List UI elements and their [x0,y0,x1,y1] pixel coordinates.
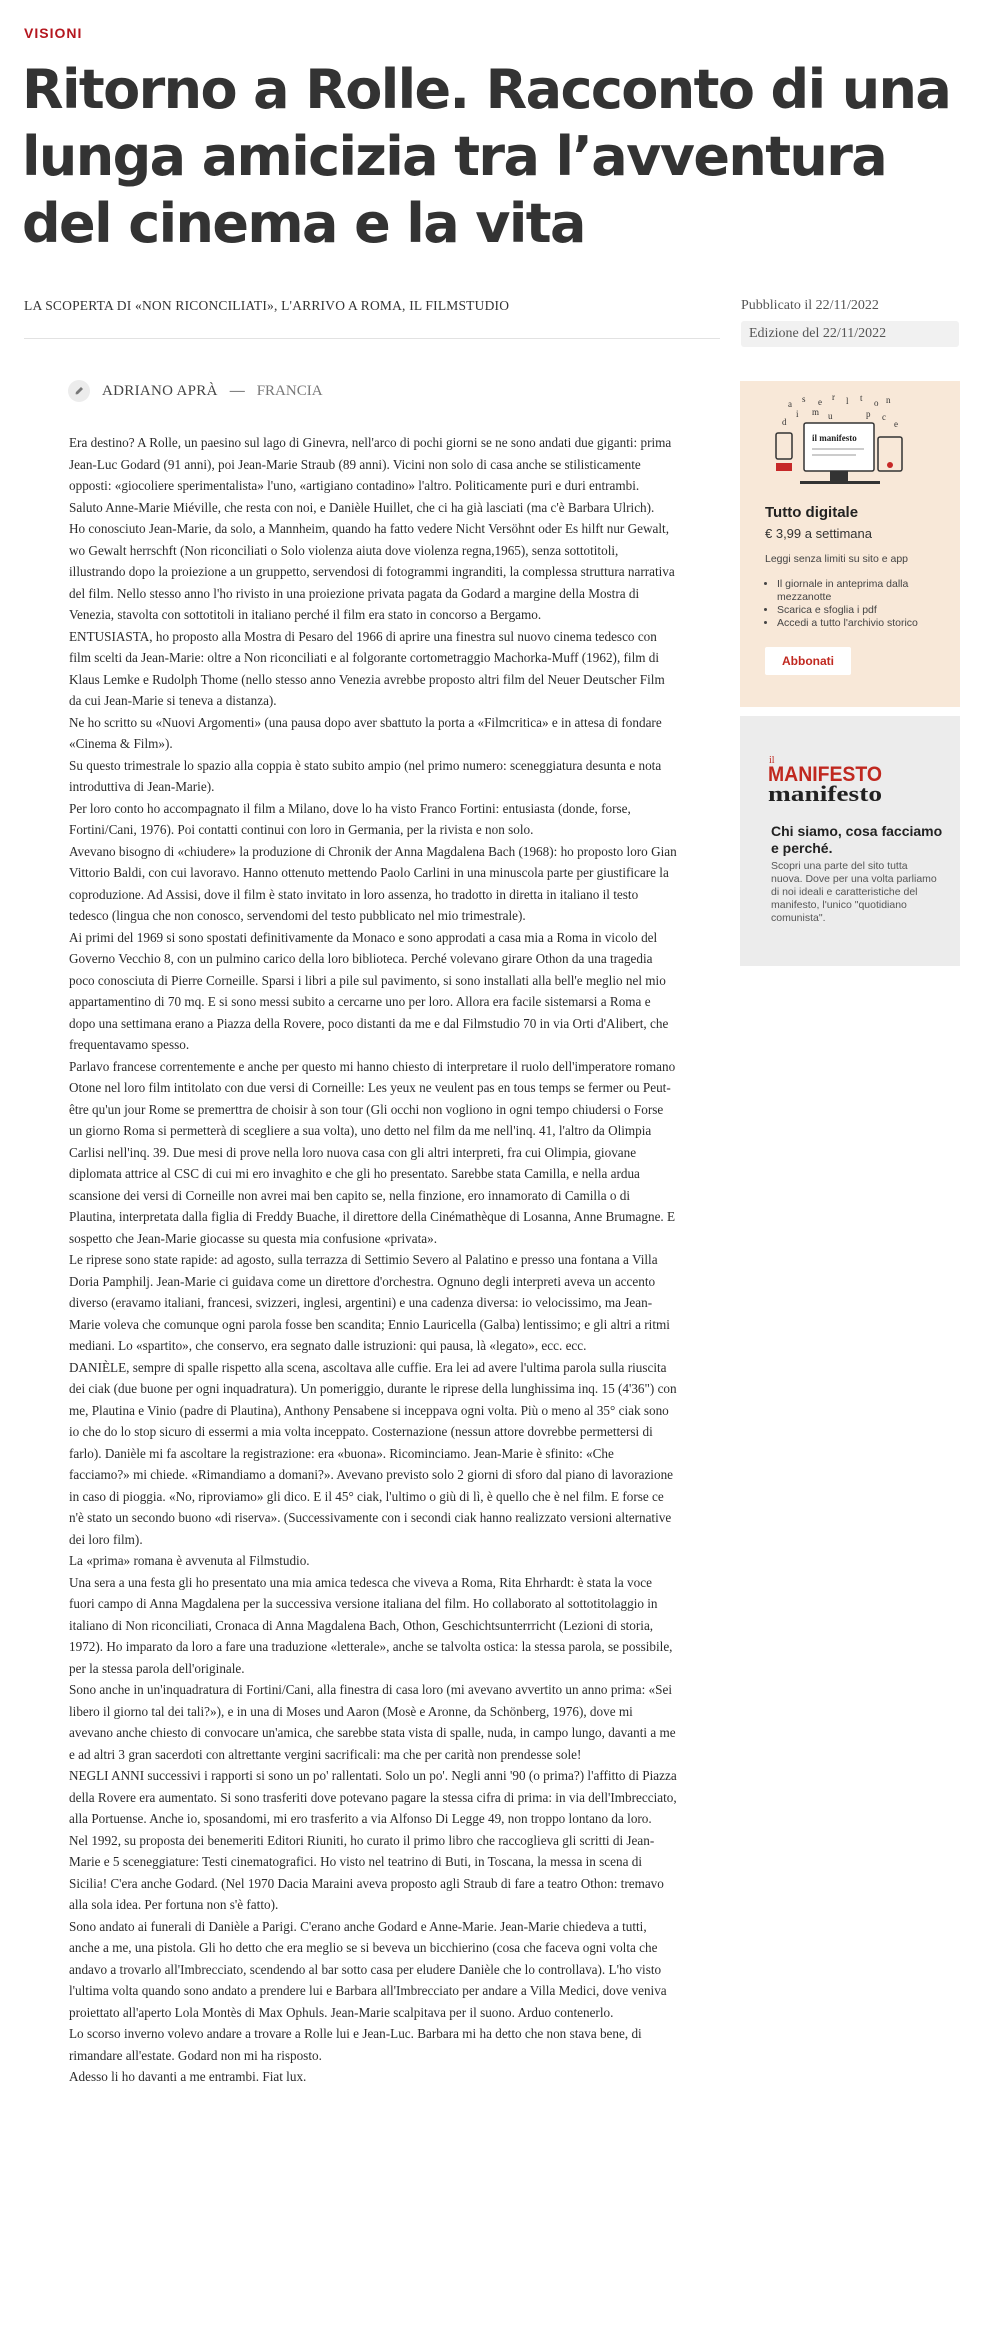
article-paragraph: Le riprese sono state rapide: ad agosto, sulla terrazza di Settimio Severo al Palatino e presso una fontana a Villa Doria Pamphilj. Jean-Marie ci guidava come un direttore d'orchestra. Ognuno degli interpreti aveva un accento diverso (eravamo italiani, francesi, svizzeri, inglesi, argentini) e una cadenza diversa: io velocissimo, ma Jean-Marie voleva che comunque ogni parola fosse ben scandita; Ennio Lauricella (Galba) lentissimo; e gli altri a ritmi mediani. Lo «spartito», che conservo, era segnato dalle istruzioni: qui pausa, là «legato», ecc. ecc. [69,1252,670,1353]
article-paragraph: NEGLI ANNI successivi i rapporti si sono un po' rallentati. Solo un po'. Negli anni '90 (o prima?) l'affitto di Piazza della Rovere era aumentato. Si sono trasferiti dove potevano pagare la stessa cifra di prima: in via dell'Imbrecciato, alla Portuense. Anche io, sposandomi, mi ero trasferito a via Alfonso Di Legge 49, non troppo lontano da loro. [69,1768,677,1826]
svg-text:s: s [802,394,806,404]
promo-description: Leggi senza limiti su sito e app [765,553,908,565]
byline-separator: — [229,382,245,399]
svg-text:MANIFESTO: MANIFESTO [768,763,882,786]
article-paragraph: Ai primi del 1969 si sono spostati definitivamente da Monaco e sono approdati a casa mia a Roma in vicolo del Governo Vecchio 8, con un pulmino carico della loro biblioteca. Perché volevano girare Othon da una tragedia poco conosciuta di Pierre Corneille. Sparsi i libri a pile sul pavimento, si sono installati alla bell'e meglio nel mio appartamentino di 70 mq. E si sono messi subito a cercarne uno per loro. Allora era facile sistemarsi a Roma e dopo una settimana erano a Piazza della Rovere, poco distanti da me e dal Filmstudio 70 in via Orti d'Alibert, che frequentavamo spesso. [69,929,669,1052]
divider [24,338,720,339]
article-paragraph: Adesso li ho davanti a me entrambi. Fiat lux. [69,2069,307,2084]
promo-price: € 3,99 a settimana [765,526,872,541]
publish-date: Pubblicato il 22/11/2022 [741,298,879,313]
promo-illustration-label: il manifesto [812,433,857,443]
section-tag[interactable]: VISIONI [24,25,83,41]
svg-text:r: r [832,393,835,402]
subtitle: LA SCOPERTA DI «NON RICONCILIATI», L'ARRIVO A ROMA, IL FILMSTUDIO [24,298,510,313]
svg-text:p: p [866,409,871,419]
article-paragraph: Per loro conto ho accompagnato il film a Milano, dove lo ha visto Franco Fortini: entusiasta (donde, forse, Fortini/Cani, 1976). Poi contatti continui con loro in Germania, per la rivista e non solo. [69,800,631,837]
article-paragraph: Nel 1992, su proposta dei benemeriti Editori Riuniti, ho curato il primo libro che raccoglieva gli scritti di Jean-Marie e 5 sceneggiature: Testi cinematografici. Ho visto nel teatrino di Buti, in Toscana, la messa in scena di Sicilia! C'era anche Godard. (Nel 1970 Dacia Maraini aveva proposto agli Straub di fare a teatro Othon: tremavo alla sola idea. Per fortuna non s'è fatto). [69,1832,664,1912]
promo-feature: • Accedi a tutto l'archivio storico [777,617,957,630]
article-paragraph: Sono anche in un'inquadratura di Fortini/Cani, alla finestra di casa loro (mi avevano avvertito un anno prima: «Sei libero il giorno tal dei tali?»), e in una di Moses und Aaron (Mosè e Aronne, da Schönberg, 1976), dove mi avevano anche chiesto di convocare un'amica, che sarebbe stata vista di spalle, nuda, in campo lungo, davanti a me e ad altri 3 gran sacerdoti con altrettante vergini sacrificali: ma che per carità non prendesse sole! [69,1682,676,1762]
svg-text:i: i [796,409,799,419]
svg-text:t: t [860,393,863,403]
svg-text:manifesto: manifesto [768,781,882,806]
promo-feature: • Il giornale in anteprima dalla mezzanotte [777,578,957,604]
svg-text:e: e [818,397,822,407]
promo-illustration [766,393,916,501]
article-paragraph: Era destino? A Rolle, un paesino sul lago di Ginevra, nell'arco di pochi giorni se ne sono andati due giganti: prima Jean-Luc Godard (91 anni), poi Jean-Marie Straub (89 anni). Vicini non solo di casa anche se stilisticamente opposti: «giocoliere sperimentalista» l'uno, «artigiano contadino» l'altro. Politicamente puri e duri entrambi. [69,435,672,493]
svg-text:e: e [894,419,898,429]
svg-text:n: n [886,395,891,405]
about-title: Chi siamo, cosa facciamo e perché. [771,823,943,856]
promo-features [765,578,957,630]
article-paragraph: Sono andato ai funerali di Danièle a Parigi. C'erano anche Godard e Anne-Marie. Jean-Marie chiedeva a tutti, anche a me, una pistola. Gli ho detto che era meglio se si beveva un bicchierino (cosa che faceva ogni volta che andavo a trovarlo all'Imbrecciato, scendendo al bar sotto casa per eludere Danièle che lo controllava). L'ho visto l'ultima volta quando sono andato a prendere lui e Barbara all'Imbrecciato per andare a Villa Medici, dove veniva proiettato all'aperto Lola Montès di Max Ophuls. Jean-Marie scalpitava per il suono. Arduo contenerlo. [69,1918,667,2020]
article-paragraph: La «prima» romana è avvenuta al Filmstudio. [69,1553,310,1568]
article-paragraph: DANIÈLE, sempre di spalle rispetto alla scena, ascoltava alle cuffie. Era lei ad avere l'ultima parola sulla riuscita dei ciak (due buone per ogni inquadratura). Un pomeriggio, durante le riprese della lunghissima inq. 15 (4'36") con me, Plautina e Vinio (padre di Plautina), Anthony Pensabene si inceppava ogni volta. Più o meno al 35° ciak sono io che do lo stop sicuro di essermi a mia volta inceppato. Costernazione (nessun attore dovrebbe permettersi di farlo). Danièle mi fa ascoltare la registrazione: era «buona». Ricominciamo. Jean-Marie è sfinito: «Che facciamo?» mi chiede. «Rimandiamo a domani?». Avevano previsto solo 2 giorni di sforo dal piano di lavorazione in caso di pioggia. «No, riproviamo» gli dico. E il 45° ciak, l'ultimo o giù di lì, è quello che è nel film. E forse ce n'è stato un secondo buono «di riserva». (Successivamente con i secondi ciak hanno realizzato versioni alternative dei loro film). [69,1359,677,1547]
article-paragraph: Avevano bisogno di «chiudere» la produzione di Chronik der Anna Magdalena Bach (1968): ho proposto loro Gian Vittorio Baldi, con cui lavoravo. Hanno ottenuto mettendo Paolo Carlini in una minuscola parte per giustificare la coproduzione. Ad Assisi, dove il film è stato invitato in loro assenza, ho tradotto in diretta in italiano il testo tedesco (lingua che non conosco, servendomi del testo pubblicato nel mio trimestrale). [69,843,677,923]
about-description: Scopri una parte del sito tutta nuova. Dove per una volta parliamo di noi ideali e caratteristiche del manifesto, l'unico "quotidiano comunista". [771,860,937,924]
subscription-promo [740,381,960,707]
article-paragraph: ENTUSIASTA, ho proposto alla Mostra di Pesaro del 1966 di aprire una finestra sul nuovo cinema tedesco con film scelti da Jean-Marie: oltre a Non riconciliati e al folgorante cortometraggio Machorka-Muff (1962), film di Klaus Lemke e Rudolph Thome (nello stesso anno Venezia avrebbe proposto altri film del Neuer Deutscher Film da cui Jean-Marie si teneva a distanza). [69,628,665,708]
svg-text:l: l [846,396,849,406]
article-paragraph: Ne ho scritto su «Nuovi Argomenti» (una pausa dopo aver sbattuto la porta a «Filmcritica» e in attesa di fondare «Cinema & Film»). [69,714,662,751]
article-paragraph: Saluto Anne-Marie Miéville, che resta con noi, e Danièle Huillet, che ci ha già lasciati (ma c'è Barbara Ulrich). [69,499,655,515]
svg-text:m: m [812,407,820,417]
byline-location[interactable]: FRANCIA [256,382,323,399]
promo-title: Tutto digitale [765,504,859,521]
svg-text:u: u [828,411,833,421]
pen-icon [68,380,90,402]
svg-text:a: a [788,399,792,409]
svg-text:d: d [782,417,787,427]
about-box[interactable] [740,716,960,966]
headline: Ritorno a Rolle. Racconto di una lunga amicizia tra l’avventura del cinema e la vita [22,58,951,255]
article-paragraph: Ho conosciuto Jean-Marie, da solo, a Mannheim, quando ha fatto vedere Nicht Versöhnt oder Es hilft nur Gewalt, wo Gewalt herrschft (Non riconciliati o Solo violenza aiuta dove violenza regna,1965), senza sottotitoli, illustrando dopo la proiezione a un gruppetto, servendosi di fotogrammi ingranditi, la complessa struttura narrativa del film. Nello stesso anno l'ho rivisto in una proiezione privata pagata da Godard a margine della Mostra di Venezia, stavolta con sottotitoli in italiano perché il film era stato in concorso a Bergamo. [69,521,675,622]
svg-text:il: il [769,755,775,766]
article-body [69,432,677,2088]
article-paragraph: Parlavo francese correntemente e anche per questo mi hanno chiesto di interpretare il ruolo dell'imperatore romano Otone nel loro film intitolato con due versi di Corneille: Les yeux ne veulent pas en tous temps se fermer ou Peut-être qu'un jour Rome se premerttra de choisir à son tour (Gli occhi non vogliono in ogni tempo chiudersi o Forse un giorno Roma si permetterà di scegliere a sua volta), uno detto nel film da me nell'inq. 41, l'altro da Olimpia Carlisi nell'inq. 39. Due mesi di prove nella loro nuova casa con gli altri interpreti, fra cui Olimpia, giovane diplomata attrice al CSC di cui mi ero invaghito e che gli ho presentato. Sarebbe stata Camilla, e nella ardua scansione dei versi di Corneille non avrei mai ben capito se, nella finzione, ero innamorato di Camilla o di Plautina, interpretata dalla figlia di Freddy Buache, il direttore della Cinémathèque di Losanna, Anne Brumagne. E sospetto che Jean-Marie giocasse su questa mia confusione «privata». [69,1058,676,1246]
promo-feature: • Scarica e sfoglia i pdf [777,604,957,617]
svg-text:o: o [874,398,879,408]
article-paragraph: Una sera a una festa gli ho presentato una mia amica tedesca che viveva a Roma, Rita Ehrhardt: è stata la voce fuori campo di Anna Magdalena per la successiva versione italiana del film. Ho collaborato al sottotitolaggio in italiano di Non riconciliati, Cronaca di Anna Magdalena Bach, Othon, Geschichtsunterrricht (Lezioni di storia, 1972). Ho imparato da loro a fare una traduzione «letterale», anche se talvolta ostica: la stessa parola, se possibile, per la stessa parola dell'originale. [69,1574,673,1676]
subscribe-button[interactable]: Abbonati [765,647,851,675]
manifesto-logo [768,749,884,813]
article-paragraph: Lo scorso inverno volevo andare a trovare a Rolle lui e Jean-Luc. Barbara mi ha detto che non stava bene, di rimandare all'estate. Godard non mi ha risposto. [69,2026,642,2063]
svg-text:c: c [882,412,886,422]
article-paragraph: Su questo trimestrale lo spazio alla coppia è stato subito ampio (nel primo numero: sceneggiatura desunta e nota introduttiva di Jean-Marie). [69,757,662,794]
author-name[interactable]: ADRIANO APRÀ [102,382,218,399]
byline [68,380,323,402]
edition-link[interactable]: Edizione del 22/11/2022 [741,321,959,347]
